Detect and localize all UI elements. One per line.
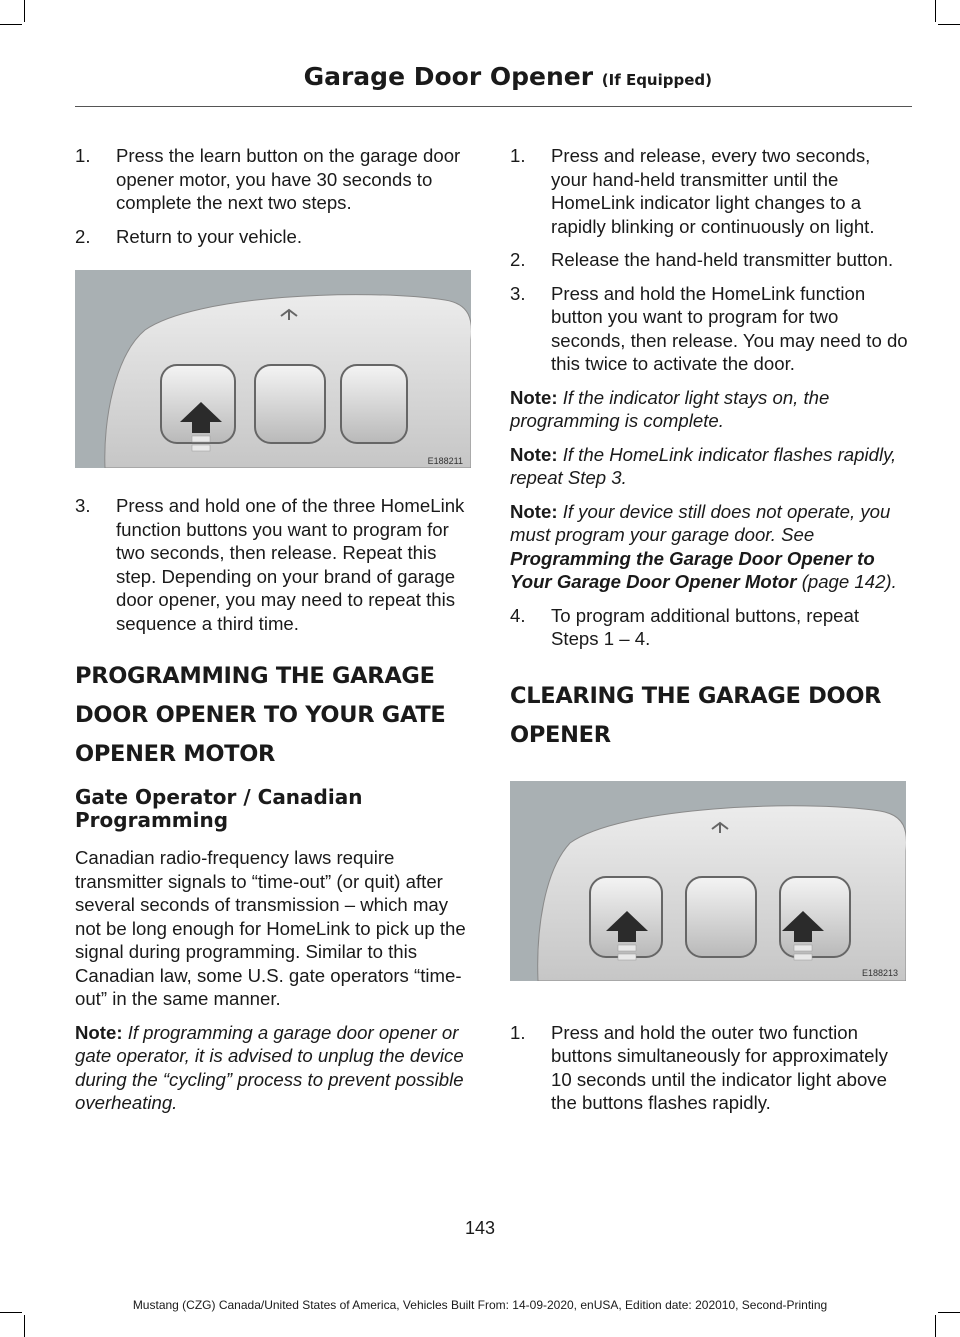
homelink-figure-clear [510, 781, 906, 981]
figure-code: E188213 [861, 967, 898, 978]
header-title-suffix: (If Equipped) [601, 71, 712, 89]
subheading-gate-operator: Gate Operator / Canadian Programming [75, 785, 363, 832]
step-text: Press and hold the outer two function buttons simultaneously for approximately 10 seconds until the indicator light above the buttons flashes rapidly. [551, 1021, 888, 1113]
homelink-button-middle [686, 877, 756, 957]
right-column [510, 144, 910, 1125]
step-number: 3. [75, 495, 91, 516]
step-number: 1. [75, 145, 91, 166]
note-label: Note: [510, 386, 558, 408]
note-text: If the indicator light stays on, the programming is complete. [510, 386, 830, 431]
cross-reference-link[interactable]: Programming the Garage Door Opener to Your Garage Door Opener Motor [510, 547, 875, 592]
edition-footer: Mustang (CZG) Canada/United States of America, Vehicles Built From: 14-09-2020, enUSA, Edition date: 202010, Second-Printing [132, 1298, 828, 1312]
crop-mark-top-left [24, 0, 25, 22]
note-overheating [75, 1021, 475, 1115]
step-number: 1. [510, 145, 526, 166]
crop-mark-top-right-h [938, 24, 960, 25]
step-number: 3. [510, 282, 526, 304]
crop-mark-bottom-right-h [938, 1312, 960, 1313]
step-text: Press and hold one of the three HomeLink function buttons you want to program for two seconds, then release. Repeat this step. Depending on your brand of garage door opener, you may need to repeat this sequence a third time. [116, 495, 465, 634]
crop-mark-top-left-h [0, 24, 22, 25]
crop-mark-bottom-left [24, 1315, 25, 1337]
header-title-text: Garage Door Opener [303, 62, 594, 91]
page-header-title [304, 62, 712, 91]
step-item [75, 494, 475, 635]
step-item [510, 1021, 910, 1115]
step-number: 2. [75, 225, 91, 247]
header-rule [75, 106, 912, 107]
homelink-button-right [341, 365, 407, 443]
step-item [510, 144, 910, 238]
step-text: Press and hold the HomeLink function button you want to program for two seconds, then release. You may need to do this twice to activate the door. [551, 282, 908, 374]
left-column [75, 144, 475, 1125]
section-heading-line: PROGRAMMING THE GARAGE [75, 663, 435, 689]
step-text: Return to your vehicle. [116, 225, 303, 247]
section-heading-line: OPENER [510, 721, 611, 748]
step-item [75, 225, 475, 249]
step-number: 1. [510, 1021, 526, 1043]
note-indicator-flashes [510, 443, 910, 490]
note-label: Note: [75, 1021, 123, 1043]
note-label: Note: [510, 500, 558, 522]
step-text: To program additional buttons, repeat Steps 1 – 4. [551, 604, 860, 649]
step-item [75, 144, 475, 215]
step-text: Press and release, every two seconds, your hand-held transmitter until the HomeLink indicator light changes to a rapidly blinking or continuously on light. [551, 145, 875, 237]
step-number: 4. [510, 604, 526, 626]
step-item [510, 248, 910, 272]
note-indicator-on [510, 386, 910, 433]
note-text: If the HomeLink indicator flashes rapidly, repeat Step 3. [510, 443, 897, 488]
homelink-illustration [510, 781, 906, 981]
note-still-not-operate [510, 500, 910, 594]
cross-reference-page: (page 142). [801, 571, 897, 592]
note-label: Note: [510, 443, 558, 465]
step-text: Press the learn button on the garage door opener motor, you have 30 seconds to complete the next two steps. [116, 145, 461, 213]
homelink-button-right [780, 877, 850, 957]
step-number: 2. [510, 249, 526, 270]
step-item [510, 282, 910, 376]
homelink-illustration [75, 270, 471, 468]
section-heading-gate [75, 657, 475, 774]
step-text: Release the hand-held transmitter button. [551, 249, 894, 270]
crop-mark-bottom-right [935, 1315, 936, 1337]
homelink-button-middle [255, 365, 325, 443]
section-heading-line: OPENER MOTOR [75, 741, 276, 767]
crop-mark-top-right [935, 0, 936, 22]
homelink-figure-program [75, 270, 471, 468]
note-text: If programming a garage door opener or gate operator, it is advised to unplug the device during the “cycling” process to prevent possible overheating. [75, 1021, 464, 1113]
section-heading-clearing [510, 677, 910, 755]
figure-code: E188211 [427, 456, 463, 466]
section-heading-line: CLEARING THE GARAGE DOOR [510, 682, 882, 709]
section-heading-line: DOOR OPENER TO YOUR GATE [75, 702, 446, 728]
paragraph-canadian-laws: Canadian radio-frequency laws require transmitter signals to “time-out” (or quit) after several seconds of transmission – which may not be long enough for HomeLink to pick up the signal during programming. Similar to this Canadian law, some U.S. gate operators “time-out” in the same manner. [75, 847, 466, 1009]
note-text: If your device still does not operate, you must program your garage door. See [510, 500, 891, 545]
page-number: 143 [464, 1218, 496, 1238]
crop-mark-bottom-left-h [0, 1312, 22, 1313]
step-item [510, 604, 910, 651]
